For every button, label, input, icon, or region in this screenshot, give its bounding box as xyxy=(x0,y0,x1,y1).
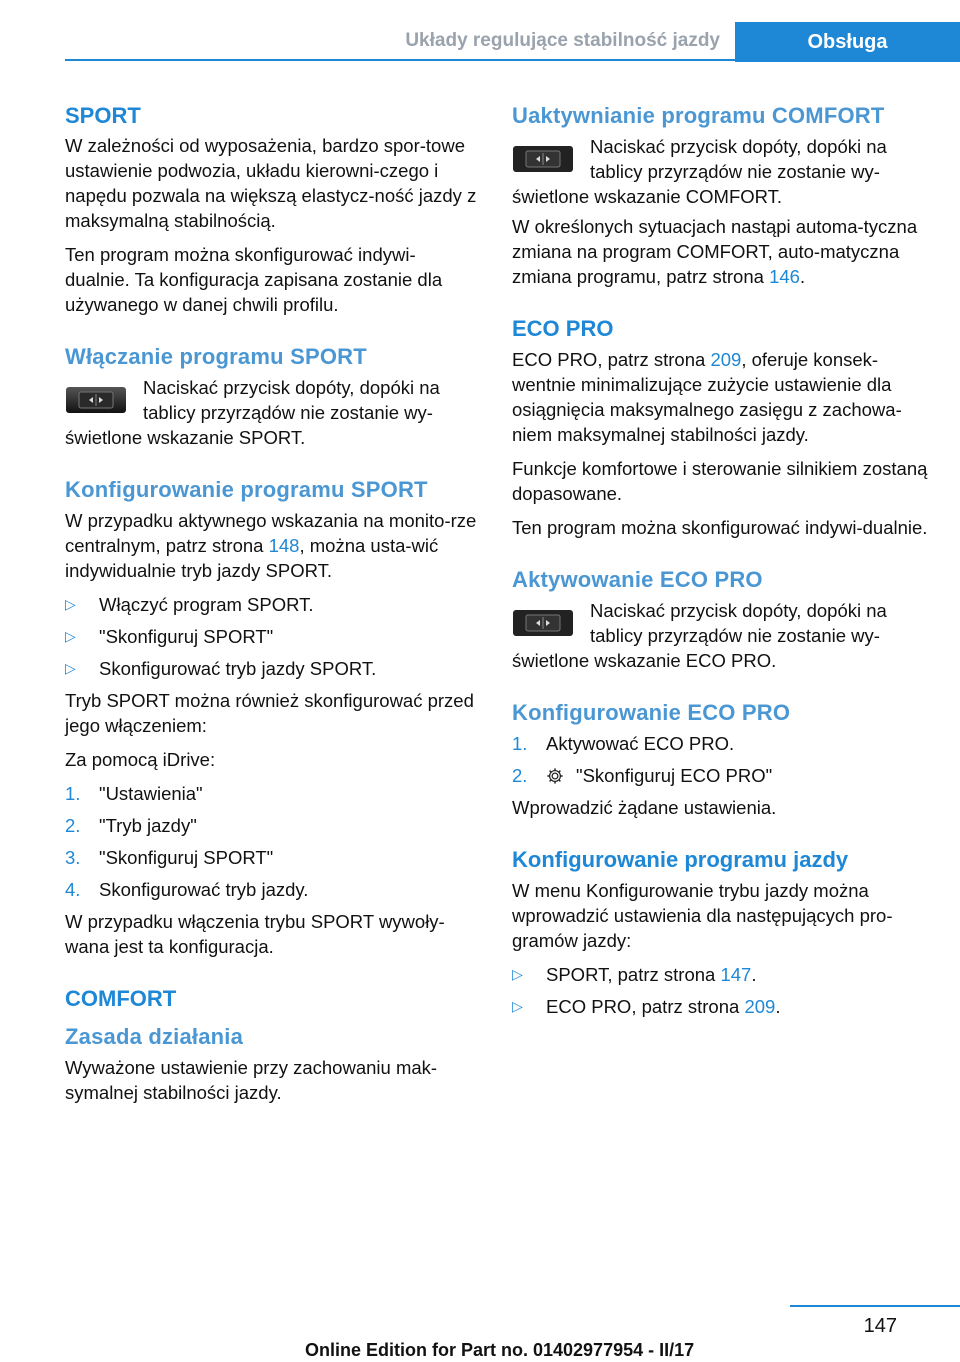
text-run: . xyxy=(751,964,757,985)
config-after-paragraph: W przypadku włączenia trybu SPORT wywoły-wana jest ta konfiguracja. xyxy=(65,911,445,957)
list-item xyxy=(65,877,480,902)
triangle-right-icon: ▷ xyxy=(65,660,76,676)
drive-config-heading: Konfigurowanie programu jazdy xyxy=(512,847,849,872)
list-item-text: "Skonfiguruj ECO PRO" xyxy=(576,765,773,786)
eco-paragraph-3: Ten program można skonfigurować indywi-dualnie. xyxy=(512,517,928,538)
list-item xyxy=(512,962,932,987)
list-item xyxy=(65,813,480,838)
activate-comfort-heading: Uaktywnianie programu COMFORT xyxy=(512,103,885,128)
list-item-text: Skonfigurować tryb jazdy SPORT. xyxy=(99,658,377,679)
page-link-209[interactable]: 209 xyxy=(744,996,776,1017)
gear-icon xyxy=(546,767,564,785)
list-item-text: Włączyć program SPORT. xyxy=(99,594,314,615)
edition-watermark: Online Edition for Part no. 01402977954 - II/17 xyxy=(305,1340,695,1360)
list-item-text: "Ustawienia" xyxy=(99,783,203,804)
list-item xyxy=(512,731,932,756)
config-sport-bullets xyxy=(65,592,480,681)
triangle-right-icon: ▷ xyxy=(512,966,523,982)
idrive-steps xyxy=(65,781,480,902)
list-item-text: "Skonfiguruj SPORT" xyxy=(99,626,274,647)
drive-mode-switch-icon xyxy=(512,144,574,174)
step-number: 2. xyxy=(512,765,528,786)
eco-pro-heading: ECO PRO xyxy=(512,316,614,341)
list-item xyxy=(512,763,932,788)
step-number: 3. xyxy=(65,847,81,868)
config-sport-paragraph xyxy=(65,508,480,583)
activate-eco-text-cont: świetlone wskazanie ECO PRO. xyxy=(512,650,777,671)
list-item-text: Aktywować ECO PRO. xyxy=(546,733,735,754)
eco-paragraph-2: Funkcje komfortowe i sterowanie silnikiem zostaną dopasowane. xyxy=(512,458,928,504)
header-section-title: Układy regulujące stabilność jazdy xyxy=(405,30,720,51)
enable-sport-text: Naciskać przycisk dopóty, dopóki na tablicy przyrządów nie zostanie wy- xyxy=(143,377,440,423)
enable-sport-heading: Włączanie programu SPORT xyxy=(65,344,367,369)
list-item xyxy=(65,592,480,617)
step-number: 1. xyxy=(512,733,528,754)
text-run: W przypadku aktywnego wskazania na monito-rze centralnym, patrz strona xyxy=(65,510,477,556)
drive-config-paragraph: W menu Konfigurowanie trybu jazdy można wprowadzić ustawienia dla następujących pro-gramów jazdy: xyxy=(512,880,893,951)
header-tab: Obsługa xyxy=(735,22,960,62)
triangle-right-icon: ▷ xyxy=(512,998,523,1014)
text-run: , można usta-wić indywidualnie tryb jazdy SPORT. xyxy=(65,535,439,581)
page-link-209[interactable]: 209 xyxy=(710,349,742,370)
eco-after-paragraph: Wprowadzić żądane ustawienia. xyxy=(512,797,777,818)
left-column xyxy=(65,100,480,1114)
activate-eco-text: Naciskać przycisk dopóty, dopóki na tablicy przyrządów nie zostanie wy- xyxy=(590,600,887,646)
enable-sport-instruction xyxy=(65,375,480,450)
drive-config-bullets xyxy=(512,962,932,1019)
text-run: ECO PRO, patrz strona xyxy=(512,349,711,370)
text-run: W określonych sytuacjach nastąpi automa-tyczna zmiana na program COMFORT, auto-matyczna zmiana programu, patrz strona xyxy=(512,216,918,287)
text-run: . xyxy=(799,266,806,287)
list-item-text: Skonfigurować tryb jazdy. xyxy=(99,879,309,900)
step-number: 2. xyxy=(65,815,81,836)
config-sport-heading: Konfigurowanie programu SPORT xyxy=(65,477,428,502)
list-item xyxy=(65,845,480,870)
activate-comfort-instruction xyxy=(512,134,932,209)
auto-comfort-paragraph xyxy=(512,214,932,289)
page-header xyxy=(65,0,960,60)
list-item xyxy=(65,624,480,649)
text-run: . xyxy=(775,996,781,1017)
page-link-147[interactable]: 147 xyxy=(720,964,752,985)
drive-mode-switch-icon xyxy=(512,608,574,638)
sport-paragraph-1: W zależności od wyposażenia, bardzo spor-towe ustawienie podwozia, układu kierowni-czego i napędu pozwala na większą elastycz-ność jazdy z maksymalną stabilnością. xyxy=(65,135,477,231)
text-run: ECO PRO, patrz strona xyxy=(546,996,745,1017)
activate-eco-heading: Aktywowanie ECO PRO xyxy=(512,567,763,592)
list-item-text: "Skonfiguruj SPORT" xyxy=(99,847,274,868)
drive-mode-switch-icon xyxy=(65,385,127,415)
sport-heading: SPORT xyxy=(65,103,141,128)
config-eco-steps xyxy=(512,731,932,788)
list-item-text: "Tryb jazdy" xyxy=(99,815,197,836)
sport-paragraph-2: Ten program można skonfigurować indywi-dualnie. Ta konfiguracja zapisana zostanie dla używanego w danej chwili profilu. xyxy=(65,244,443,315)
page-number: 147 xyxy=(863,1315,897,1337)
header-rule xyxy=(65,59,737,61)
text-run: SPORT, patrz strona xyxy=(546,964,721,985)
principle-heading: Zasada działania xyxy=(65,1024,244,1049)
config-eco-heading: Konfigurowanie ECO PRO xyxy=(512,700,791,725)
activate-comfort-text: Naciskać przycisk dopóty, dopóki na tablicy przyrządów nie zostanie wy- xyxy=(590,136,887,182)
list-item xyxy=(65,781,480,806)
footer-rule xyxy=(790,1305,960,1307)
principle-paragraph: Wyważone ustawienie przy zachowaniu mak-symalnej stabilności jazdy. xyxy=(65,1057,438,1103)
text-run: , oferuje konsek-wentnie minimalizujące zużycie ustawienie dla osiągnięcia maksymalnego zasięgu z zachowa-niem maksymalnej stabilności jazdy. xyxy=(512,349,902,445)
enable-sport-text-cont: świetlone wskazanie SPORT. xyxy=(65,427,306,448)
step-number: 1. xyxy=(65,783,81,804)
right-column xyxy=(512,100,932,1026)
page-link-146[interactable]: 146 xyxy=(769,266,800,287)
idrive-paragraph: Za pomocą iDrive: xyxy=(65,749,216,770)
config-before-paragraph: Tryb SPORT można również skonfigurować przed jego włączeniem: xyxy=(65,690,474,736)
list-item xyxy=(512,994,932,1019)
list-item xyxy=(65,656,480,681)
step-number: 4. xyxy=(65,879,81,900)
activate-comfort-text-cont: świetlone wskazanie COMFORT. xyxy=(512,186,783,207)
triangle-right-icon: ▷ xyxy=(65,596,76,612)
comfort-heading: COMFORT xyxy=(65,986,177,1011)
eco-paragraph-1 xyxy=(512,347,932,447)
activate-eco-instruction xyxy=(512,598,932,673)
page-link-148[interactable]: 148 xyxy=(268,535,300,556)
triangle-right-icon: ▷ xyxy=(65,628,76,644)
